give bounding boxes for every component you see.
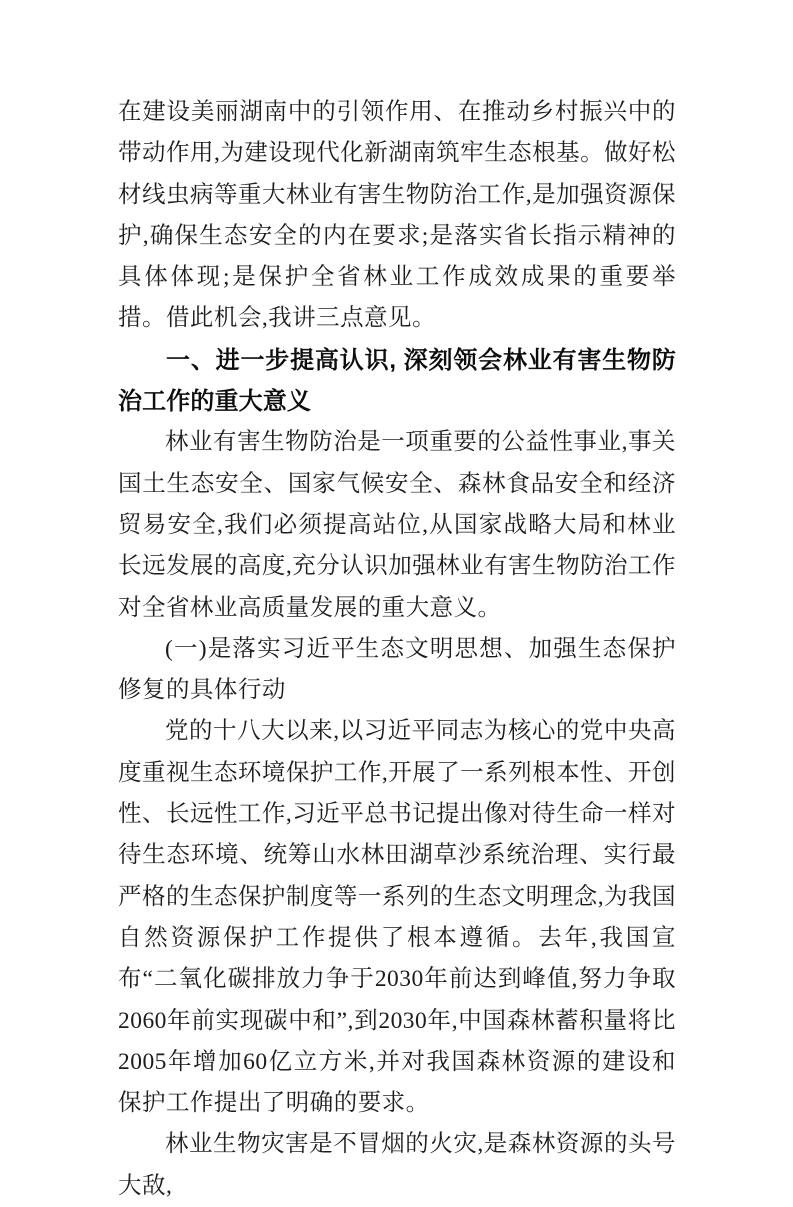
document-text-column bbox=[118, 92, 676, 1207]
paragraph-3: 林业生物灾害是不冒烟的火灾,是森林资源的头号大敌, bbox=[118, 1131, 676, 1199]
paragraph-continuation: 在建设美丽湖南中的引领作用、在推动乡村振兴中的带动作用,为建设现代化新湖南筑牢生态根基。做好松材线虫病等重大林业有害生物防治工作,是加强资源保护,确保生态安全的内在要求;是落实省长指示精神的具体体现;是保护全省林业工作成效成果的重要举措。借此机会,我讲三点意见。 bbox=[118, 99, 676, 332]
paragraph-1: 林业有害生物防治是一项重要的公益性事业,事关国土生态安全、国家气候安全、森林食品安全和经济贸易安全,我们必须提高站位,从国家战略大局和林业长远发展的高度,充分认识加强林业有害生物防治工作对全省林业高质量发展的重大意义。 bbox=[118, 429, 676, 621]
subheading-one-a: (一)是落实习近平生态文明思想、加强生态保护修复的具体行动 bbox=[118, 635, 676, 704]
section-heading-one: 一、进一步提高认识, 深刻领会林业有害生物防治工作的重大意义 bbox=[118, 346, 676, 416]
paragraph-2: 党的十八大以来,以习近平同志为核心的党中央高度重视生态环境保护工作,开展了一系列根本性、开创性、长远性工作,习近平总书记提出像对待生命一样对待生态环境、统筹山水林田湖草沙系统治理、实行最严格的生态保护制度等一系列的生态文明理念,为我国自然资源保护工作提供了根本遵循。去年,我国宣布“二氧化碳排放力争于2030年前达到峰值,努力争取2060年前实现碳中和”,到2030年,中国森林蓄积量将比2005年增加60亿立方米,并对我国森林资源的建设和保护工作提出了明确的要求。 bbox=[118, 718, 676, 1117]
